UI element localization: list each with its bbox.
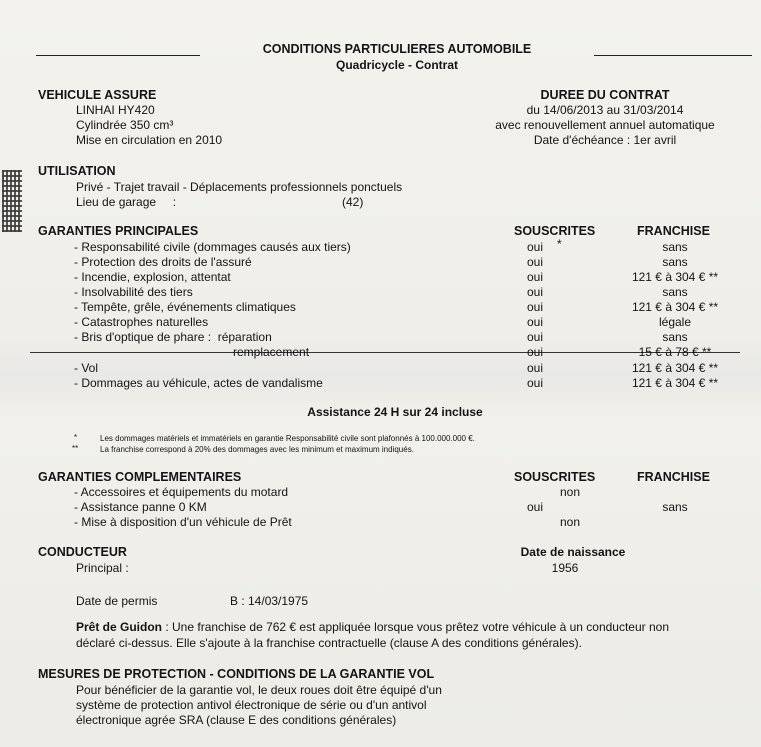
usage-detail: Privé - Trajet travail - Déplacements professionnels ponctuels bbox=[76, 180, 403, 194]
complementary-franchise: sans bbox=[662, 500, 688, 514]
complementary-col-franchise: FRANCHISE bbox=[637, 470, 710, 484]
guarantee-label: remplacement bbox=[233, 345, 310, 359]
guarantee-franchise: 15 € à 78 € ** bbox=[638, 345, 712, 359]
contract-renewal: avec renouvellement annuel automatique bbox=[495, 118, 715, 132]
guarantee-franchise: légale bbox=[658, 315, 692, 329]
header-rule-left bbox=[36, 55, 200, 56]
guarantee-label: - Bris d'optique de phare : réparation bbox=[74, 330, 272, 344]
main-col-franchise: FRANCHISE bbox=[637, 224, 710, 238]
contract-period: du 14/06/2013 au 31/03/2014 bbox=[526, 103, 684, 117]
contract-heading: DUREE DU CONTRAT bbox=[540, 88, 670, 102]
guarantee-label: - Vol bbox=[74, 361, 99, 375]
protection-line-3: électronique agrée SRA (clause E des conditions générales) bbox=[76, 713, 397, 727]
guarantee-franchise: 121 € à 304 € ** bbox=[631, 376, 719, 390]
complementary-label: - Mise à disposition d'un véhicule de Prêt bbox=[74, 515, 292, 529]
birth-date-heading: Date de naissance bbox=[520, 545, 626, 559]
header-rule-right bbox=[594, 55, 752, 56]
guarantee-franchise: 121 € à 304 € ** bbox=[631, 361, 719, 375]
guarantee-franchise: 121 € à 304 € ** bbox=[631, 300, 719, 314]
guarantee-label: - Protection des droits de l'assuré bbox=[74, 255, 252, 269]
guarantee-label: - Incendie, explosion, attentat bbox=[74, 270, 231, 284]
guarantee-franchise: sans bbox=[662, 240, 688, 254]
guarantee-label: - Catastrophes naturelles bbox=[74, 315, 209, 329]
guarantee-subscribed: oui bbox=[527, 345, 544, 359]
guarantee-subscribed: oui bbox=[527, 376, 544, 390]
guarantee-franchise: 121 € à 304 € ** bbox=[631, 270, 719, 284]
guarantee-subscribed: oui bbox=[527, 240, 544, 254]
usage-heading: UTILISATION bbox=[38, 164, 116, 178]
protection-line-2: système de protection antivol électronique de série ou d'un antivol bbox=[76, 698, 427, 712]
document-subtitle: Quadricycle - Contrat bbox=[335, 58, 459, 72]
main-guarantees-heading: GARANTIES PRINCIPALES bbox=[38, 224, 199, 238]
contract-due-date: Date d'échéance : 1er avril bbox=[533, 133, 677, 147]
note-mark-2: ** bbox=[72, 444, 79, 453]
complementary-heading: GARANTIES COMPLEMENTAIRES bbox=[38, 470, 242, 484]
protection-heading: MESURES DE PROTECTION - CONDITIONS DE LA GARANTIE VOL bbox=[38, 667, 435, 681]
vehicle-heading: VEHICULE ASSURE bbox=[38, 88, 157, 102]
garage-value: (42) bbox=[342, 195, 364, 209]
complementary-subscribed: non bbox=[560, 515, 581, 529]
driver-principal-label: Principal : bbox=[76, 561, 129, 575]
main-col-subscribed: SOUSCRITES bbox=[514, 224, 596, 238]
driver-heading: CONDUCTEUR bbox=[38, 545, 127, 559]
permit-value: B : 14/03/1975 bbox=[230, 594, 309, 608]
guarantee-subscribed: oui bbox=[527, 255, 544, 269]
note-mark-1: * bbox=[74, 433, 78, 442]
vehicle-circulation: Mise en circulation en 2010 bbox=[76, 133, 223, 147]
guarantee-subscribed: oui bbox=[527, 330, 544, 344]
loan-line-2: déclaré ci-dessus. Elle s'ajoute à la franchise contractuelle (clause A des conditions générales). bbox=[76, 636, 582, 650]
guarantee-subscribed: oui bbox=[527, 361, 544, 375]
loan-line-1: : Une franchise de 762 € est appliquée lorsque vous prêtez votre véhicule à un conducteur non bbox=[162, 620, 670, 634]
vehicle-model: LINHAI HY420 bbox=[76, 103, 155, 117]
permit-label: Date de permis bbox=[76, 594, 158, 608]
complementary-label: - Assistance panne 0 KM bbox=[74, 500, 207, 514]
protection-line-1: Pour bénéficier de la garantie vol, le deux roues doit être équipé d'un bbox=[76, 683, 442, 697]
guarantee-subscribed: oui bbox=[527, 270, 544, 284]
guarantee-label: - Responsabilité civile (dommages causés aux tiers) bbox=[74, 240, 351, 254]
assistance-text: Assistance 24 H sur 24 incluse bbox=[307, 405, 483, 419]
guarantee-subscribed: oui bbox=[527, 285, 544, 299]
vehicle-cylinder: Cylindrée 350 cm³ bbox=[76, 118, 174, 132]
garage-label: Lieu de garage : bbox=[76, 195, 177, 209]
note-text-2: La franchise correspond à 20% des dommages avec les minimum et maximum indiqués. bbox=[100, 445, 414, 454]
footnote-mark: * bbox=[557, 237, 562, 251]
note-text-1: Les dommages matériels et immatériels en garantie Responsabilité civile sont plafonnés à 100.000.000 €. bbox=[100, 434, 475, 443]
complementary-subscribed: oui bbox=[527, 500, 544, 514]
guarantee-subscribed: oui bbox=[527, 300, 544, 314]
guarantee-label: - Insolvabilité des tiers bbox=[74, 285, 193, 299]
complementary-subscribed: non bbox=[560, 485, 581, 499]
guarantee-label: - Dommages au véhicule, actes de vandalisme bbox=[74, 376, 323, 390]
guarantee-franchise: sans bbox=[662, 330, 688, 344]
complementary-label: - Accessoires et équipements du motard bbox=[74, 485, 289, 499]
guarantee-label: - Tempête, grêle, événements climatiques bbox=[74, 300, 296, 314]
guarantee-franchise: sans bbox=[662, 255, 688, 269]
document-title: CONDITIONS PARTICULIERES AUTOMOBILE bbox=[262, 42, 532, 56]
guarantee-subscribed: oui bbox=[527, 315, 544, 329]
datamatrix-barcode bbox=[2, 170, 22, 232]
complementary-col-subscribed: SOUSCRITES bbox=[514, 470, 596, 484]
birth-year: 1956 bbox=[551, 561, 579, 575]
loan-title: Prêt de Guidon bbox=[76, 620, 163, 634]
guarantee-franchise: sans bbox=[662, 285, 688, 299]
loan-clause bbox=[76, 620, 669, 634]
